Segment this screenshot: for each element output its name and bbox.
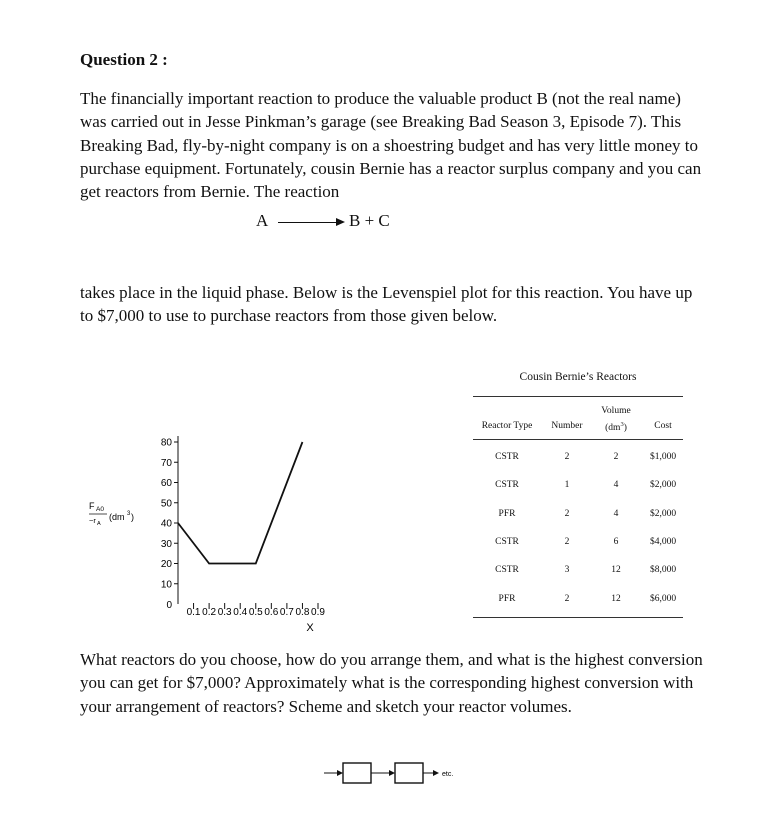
cell-type: CSTR bbox=[495, 565, 519, 576]
x-tick-label: 0.1 bbox=[186, 607, 201, 618]
cell-volume: 2 bbox=[613, 452, 619, 462]
reactor-box-1 bbox=[343, 763, 371, 783]
cell-cost: $2,000 bbox=[649, 480, 677, 491]
cell-cost: $6,000 bbox=[649, 593, 677, 604]
reactor-box-2 bbox=[395, 763, 423, 783]
y-tick-label: 60 bbox=[160, 478, 172, 489]
y-tick-label: 40 bbox=[160, 518, 172, 530]
cell-volume: 6 bbox=[613, 536, 619, 547]
x-axis-label: X bbox=[306, 622, 314, 634]
reaction-arrowhead bbox=[336, 218, 345, 226]
table-bottom-rule bbox=[473, 617, 683, 618]
etc-label: etc. bbox=[442, 771, 454, 778]
question-heading: Question 2 : bbox=[80, 50, 168, 69]
header-volume-unit bbox=[586, 421, 646, 433]
y-label-unit-exp: 3 bbox=[127, 511, 131, 517]
reactor-arrangement-sketch bbox=[318, 760, 468, 790]
cell-type: CSTR bbox=[495, 480, 519, 491]
table-title: Cousin Bernie’s Reactors bbox=[519, 371, 637, 383]
y-tick-label: 80 bbox=[160, 437, 172, 449]
header-volume-unit-close: ) bbox=[623, 423, 627, 434]
cell-type: CSTR bbox=[495, 452, 519, 462]
x-tick-label: 0.7 bbox=[279, 607, 294, 618]
outlet-arrowhead bbox=[433, 770, 439, 776]
y-tick-label: 0 bbox=[166, 600, 172, 611]
levenspiel-plot bbox=[80, 430, 455, 640]
problem-statement: The financially important reaction to produce the valuable product B (not the real name) was carried out in Jesse Pinkman’s garage (see Breaking Bad Season 3, Episode 7). This Breaking Bad, fly-by-night company is on a shoestring budget and has very little money to purchase equipment. Fortunately, cousin Bernie has a reactor surplus company and you can get reactors from Bernie. The reaction bbox=[80, 89, 702, 202]
header-cost: Cost bbox=[654, 421, 672, 431]
cell-number: 2 bbox=[564, 452, 570, 462]
header-reactor-type: Reactor Type bbox=[481, 421, 533, 431]
cell-number: 1 bbox=[564, 480, 570, 491]
inlet-arrowhead bbox=[337, 770, 343, 776]
x-tick-label: 0.3 bbox=[217, 607, 232, 618]
cell-cost: $4,000 bbox=[649, 536, 677, 547]
question-prompt: What reactors do you choose, how do you arrange them, and what is the highest conversion you can get for $7,000? Approximately what is the corresponding highest conversion with your arrangement of reactors? Scheme and sketch your reactor volumes. bbox=[80, 650, 703, 716]
y-axis-label bbox=[89, 501, 134, 527]
header-volume-top: Volume bbox=[601, 406, 631, 416]
x-tick-label: 0.2 bbox=[202, 607, 217, 618]
cell-number: 2 bbox=[564, 536, 570, 547]
cell-volume: 12 bbox=[611, 565, 621, 576]
cell-cost: $1,000 bbox=[649, 452, 677, 462]
products-label: B + C bbox=[349, 211, 390, 230]
levenspiel-curve bbox=[178, 442, 302, 564]
y-tick-label: 20 bbox=[160, 559, 172, 570]
cell-type: PFR bbox=[498, 593, 516, 604]
header-number: Number bbox=[551, 421, 583, 431]
y-label-numerator-sub: A0 bbox=[96, 506, 104, 513]
x-tick-label: 0.4 bbox=[233, 607, 248, 618]
y-label-numerator: F bbox=[89, 501, 95, 511]
cell-cost: $2,000 bbox=[649, 508, 677, 519]
cell-type: PFR bbox=[498, 508, 516, 519]
y-tick-label: 30 bbox=[160, 538, 172, 550]
cell-volume: 4 bbox=[613, 480, 619, 491]
cell-type: CSTR bbox=[495, 536, 519, 547]
table-top-rule bbox=[473, 396, 683, 397]
reactant-label: A bbox=[256, 211, 269, 230]
header-volume-unit-base: (dm bbox=[605, 423, 621, 434]
x-tick-label: 0.5 bbox=[248, 607, 263, 618]
table-header-rule bbox=[473, 439, 683, 440]
cell-number: 2 bbox=[564, 508, 570, 519]
y-label-unit-close: ) bbox=[131, 512, 134, 522]
cell-cost: $8,000 bbox=[649, 565, 677, 576]
plot-intro-text: takes place in the liquid phase. Below is the Levenspiel plot for this reaction. You have up to $7,000 to use to purchase reactors from those given below. bbox=[80, 283, 693, 326]
y-tick-label: 50 bbox=[160, 498, 172, 510]
y-label-unit: (dm bbox=[109, 512, 125, 522]
cell-volume: 4 bbox=[613, 508, 619, 519]
connector-arrowhead bbox=[389, 770, 395, 776]
cell-number: 3 bbox=[564, 565, 570, 576]
x-tick-label: 0.8 bbox=[295, 607, 310, 618]
y-tick-label: 70 bbox=[160, 457, 172, 469]
x-tick-label: 0.9 bbox=[311, 607, 325, 618]
reaction-equation bbox=[256, 211, 456, 237]
y-label-denominator-sub: A bbox=[97, 521, 101, 527]
x-tick-label: 0.6 bbox=[264, 607, 279, 618]
cell-volume: 12 bbox=[611, 593, 621, 604]
y-tick-label: 10 bbox=[160, 579, 172, 591]
header-volume-unit-exp: 3 bbox=[620, 421, 624, 428]
cell-number: 2 bbox=[564, 593, 570, 604]
reaction-arrow bbox=[278, 222, 338, 223]
y-label-denominator: −r bbox=[89, 516, 96, 525]
